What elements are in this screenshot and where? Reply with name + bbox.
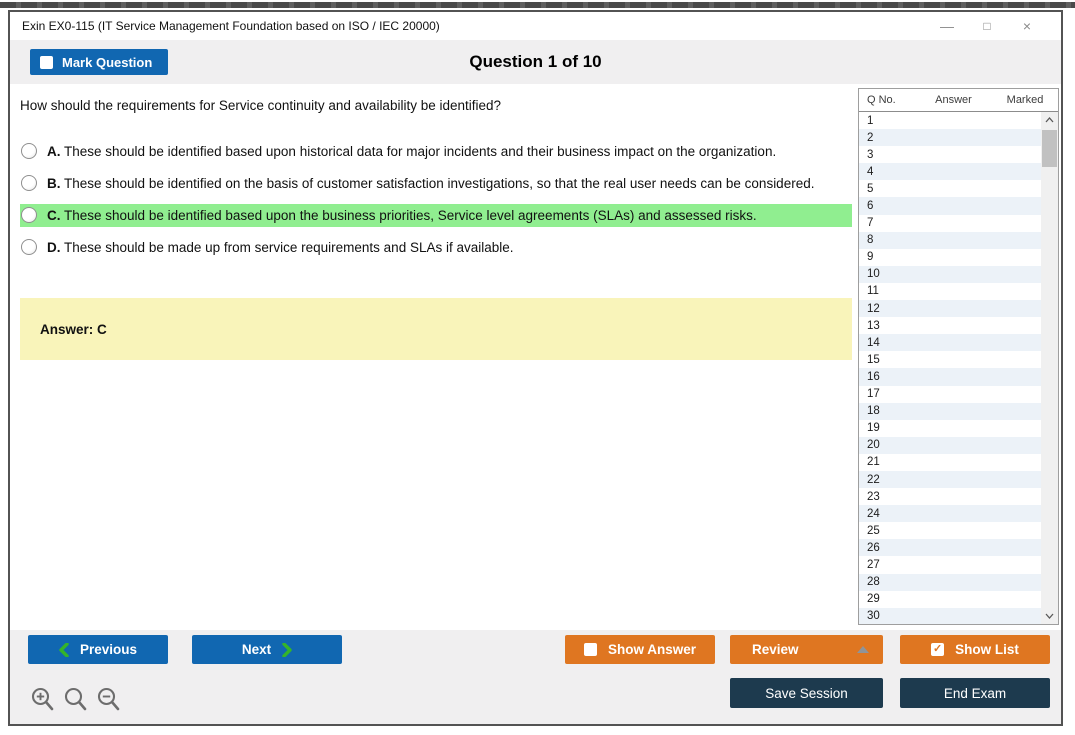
row-q-no: 27 xyxy=(867,558,880,571)
checkbox-icon[interactable] xyxy=(40,56,53,69)
option-label xyxy=(47,143,776,160)
question-list-row[interactable] xyxy=(859,129,1041,146)
question-list-row[interactable] xyxy=(859,420,1041,437)
row-q-no: 30 xyxy=(867,610,880,623)
row-q-no: 7 xyxy=(867,217,874,230)
question-list-row[interactable] xyxy=(859,403,1041,420)
row-q-no: 19 xyxy=(867,422,880,435)
question-list-row[interactable] xyxy=(859,591,1041,608)
question-list-row[interactable] xyxy=(859,215,1041,232)
row-q-no: 9 xyxy=(867,251,874,264)
answer-option[interactable] xyxy=(20,204,852,227)
option-radio[interactable] xyxy=(21,143,37,159)
zoom-in-icon[interactable] xyxy=(30,686,55,712)
question-list-row[interactable] xyxy=(859,334,1041,351)
row-q-no: 3 xyxy=(867,148,874,161)
option-letter: D. xyxy=(47,240,61,255)
row-q-no: 25 xyxy=(867,524,880,537)
question-list-row[interactable] xyxy=(859,368,1041,385)
row-q-no: 5 xyxy=(867,182,874,195)
option-label xyxy=(47,239,514,256)
row-q-no: 1 xyxy=(867,114,874,127)
column-answer: Answer xyxy=(935,94,972,106)
row-q-no: 23 xyxy=(867,490,880,503)
review-label: Review xyxy=(752,642,799,657)
row-q-no: 12 xyxy=(867,302,880,315)
row-q-no: 4 xyxy=(867,165,874,178)
option-text: These should be identified based upon historical data for major incidents and their business impact on the organization. xyxy=(64,144,777,159)
question-list-row[interactable] xyxy=(859,112,1041,129)
question-list-row[interactable] xyxy=(859,249,1041,266)
end-exam-button[interactable] xyxy=(900,678,1050,708)
option-letter: C. xyxy=(47,208,61,223)
chevron-right-icon xyxy=(282,643,292,657)
row-q-no: 6 xyxy=(867,200,874,213)
chevron-left-icon xyxy=(59,643,69,657)
column-marked: Marked xyxy=(1006,94,1044,106)
options-list xyxy=(20,140,852,259)
background-window-edge xyxy=(0,2,1075,8)
window-title: Exin EX0-115 (IT Service Management Foundation based on ISO / IEC 20000) xyxy=(22,19,440,33)
row-q-no: 13 xyxy=(867,319,880,332)
row-q-no: 11 xyxy=(867,285,879,298)
dropdown-up-arrow-icon xyxy=(857,646,869,653)
question-counter: Question 1 of 10 xyxy=(469,52,602,71)
question-list-header xyxy=(859,89,1058,112)
option-radio[interactable] xyxy=(21,239,37,255)
show-answer-label: Show Answer xyxy=(607,642,696,657)
question-list-row[interactable] xyxy=(859,266,1041,283)
question-list-row[interactable] xyxy=(859,608,1041,624)
zoom-reset-icon[interactable] xyxy=(63,686,88,712)
question-list-row[interactable] xyxy=(859,317,1041,334)
review-button[interactable] xyxy=(730,635,883,664)
question-list-row[interactable] xyxy=(859,522,1041,539)
mark-question-label: Mark Question xyxy=(62,54,153,70)
minimize-icon[interactable]: — xyxy=(940,18,954,34)
option-radio[interactable] xyxy=(21,207,37,223)
save-session-button[interactable] xyxy=(730,678,883,708)
save-session-label: Save Session xyxy=(765,685,848,701)
checkbox-checked-icon[interactable] xyxy=(931,643,944,656)
question-list-body xyxy=(859,112,1058,624)
option-letter: A. xyxy=(47,144,61,159)
row-q-no: 26 xyxy=(867,541,880,554)
question-list-row[interactable] xyxy=(859,471,1041,488)
row-q-no: 24 xyxy=(867,507,880,520)
row-q-no: 20 xyxy=(867,439,880,452)
exam-window xyxy=(8,10,1063,726)
mark-question-button[interactable] xyxy=(30,49,168,75)
option-label xyxy=(47,207,757,224)
question-list-row[interactable] xyxy=(859,386,1041,403)
question-list-row[interactable] xyxy=(859,146,1041,163)
row-q-no: 10 xyxy=(867,268,880,281)
previous-button[interactable] xyxy=(28,635,168,664)
zoom-out-icon[interactable] xyxy=(96,686,121,712)
question-list-row[interactable] xyxy=(859,556,1041,573)
close-icon[interactable]: × xyxy=(1022,18,1032,34)
maximize-icon[interactable]: □ xyxy=(983,19,991,33)
scrollbar-thumb[interactable] xyxy=(1042,130,1057,167)
question-list-panel xyxy=(858,88,1059,625)
header-strip xyxy=(10,40,1061,84)
show-answer-button[interactable] xyxy=(565,635,715,664)
row-q-no: 15 xyxy=(867,353,880,366)
option-text: These should be made up from service requirements and SLAs if available. xyxy=(64,240,514,255)
row-q-no: 22 xyxy=(867,473,880,486)
question-list-row[interactable] xyxy=(859,539,1041,556)
row-q-no: 8 xyxy=(867,234,874,247)
title-bar xyxy=(10,12,1061,40)
question-text: How should the requirements for Service continuity and availability be identified? xyxy=(20,98,502,113)
question-list-row[interactable] xyxy=(859,454,1041,471)
question-list-rows xyxy=(859,112,1041,624)
row-q-no: 2 xyxy=(867,131,874,144)
scrollbar-down-icon[interactable] xyxy=(1041,608,1058,624)
option-label xyxy=(47,175,814,192)
answer-label: Answer: C xyxy=(40,321,107,337)
row-q-no: 18 xyxy=(867,405,880,418)
question-list-row[interactable] xyxy=(859,488,1041,505)
row-q-no: 21 xyxy=(867,456,880,469)
check-icon: ✓ xyxy=(933,643,943,655)
zoom-controls xyxy=(30,686,121,712)
content-area xyxy=(10,84,1061,630)
answer-box xyxy=(20,298,852,360)
row-q-no: 16 xyxy=(867,370,880,383)
question-list-row[interactable] xyxy=(859,574,1041,591)
question-list-row[interactable] xyxy=(859,283,1041,300)
option-text: These should be identified based upon the business priorities, Service level agreements (SLAs) and assessed risks. xyxy=(64,208,757,223)
show-list-button[interactable] xyxy=(900,635,1050,664)
question-list-row[interactable] xyxy=(859,163,1041,180)
previous-label: Previous xyxy=(79,642,138,657)
question-area xyxy=(20,98,852,360)
row-q-no: 17 xyxy=(867,388,880,401)
answer-option[interactable] xyxy=(20,236,852,259)
row-q-no: 28 xyxy=(867,576,880,589)
next-label: Next xyxy=(241,642,272,657)
scrollbar[interactable] xyxy=(1041,112,1058,624)
question-list-row[interactable] xyxy=(859,437,1041,454)
option-letter: B. xyxy=(47,176,61,191)
answer-option[interactable] xyxy=(20,140,852,163)
footer-bar xyxy=(10,630,1061,724)
column-q-no: Q No. xyxy=(867,94,896,106)
option-text: These should be identified on the basis of customer satisfaction investigations, so that the real user needs can be considered. xyxy=(64,176,815,191)
question-list-row[interactable] xyxy=(859,180,1041,197)
checkbox-icon[interactable] xyxy=(584,643,597,656)
question-list-row[interactable] xyxy=(859,300,1041,317)
next-button[interactable] xyxy=(192,635,342,664)
question-list-row[interactable] xyxy=(859,197,1041,214)
end-exam-label: End Exam xyxy=(943,685,1007,701)
row-q-no: 14 xyxy=(867,336,880,349)
question-list-row[interactable] xyxy=(859,232,1041,249)
question-list-row[interactable] xyxy=(859,351,1041,368)
window-controls xyxy=(927,14,1061,38)
row-q-no: 29 xyxy=(867,593,880,606)
show-list-label: Show List xyxy=(955,642,1019,657)
scrollbar-up-icon[interactable] xyxy=(1041,112,1058,128)
question-list-row[interactable] xyxy=(859,505,1041,522)
answer-option[interactable] xyxy=(20,172,852,195)
option-radio[interactable] xyxy=(21,175,37,191)
